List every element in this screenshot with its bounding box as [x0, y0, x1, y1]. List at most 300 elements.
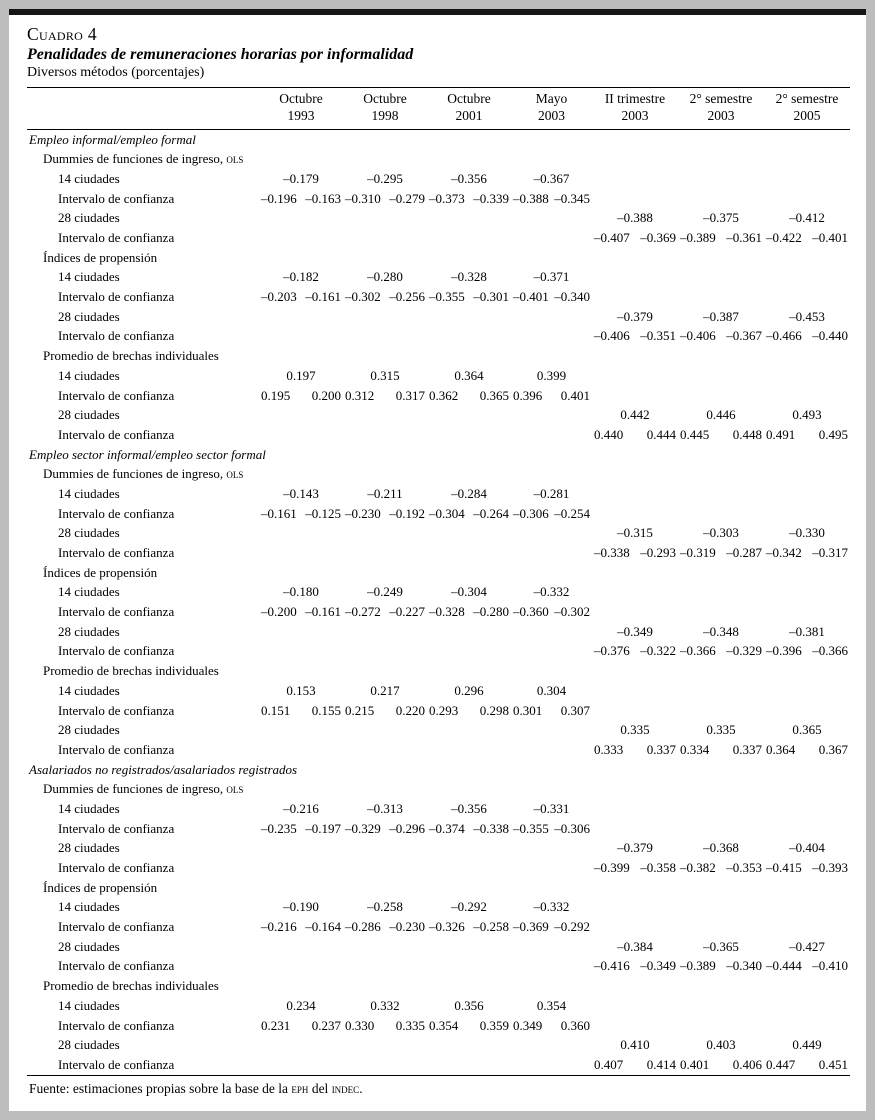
- interval-value: 0.362: [429, 387, 459, 403]
- interval-pair: [764, 958, 850, 974]
- interval-cell: [259, 287, 343, 307]
- results-table: [27, 87, 850, 1076]
- interval-cell: [427, 917, 511, 937]
- interval-value: –0.355: [513, 820, 549, 836]
- value-cell: 0.356: [454, 997, 484, 1013]
- interval-value: –0.296: [389, 820, 425, 836]
- method-row: [27, 464, 850, 484]
- table-row: [27, 701, 850, 721]
- value-cell: [343, 642, 427, 662]
- interval-cell: [259, 189, 343, 209]
- section-row: [27, 129, 850, 149]
- interval-value: 0.337: [646, 741, 676, 757]
- interval-pair: [678, 230, 764, 246]
- interval-pair: [427, 388, 511, 404]
- table-row: [27, 898, 850, 918]
- value-cell: [511, 1035, 592, 1055]
- value-cell: [511, 327, 592, 347]
- value-cell: 0.365: [792, 722, 822, 738]
- value-cell: [343, 937, 427, 957]
- section-title: Empleo sector informal/empleo sector formal: [29, 446, 266, 462]
- table-body: [27, 129, 850, 1075]
- table-header: [27, 88, 850, 130]
- interval-value: 0.334: [680, 741, 710, 757]
- value-cell: 0.197: [286, 367, 316, 383]
- interval-value: 0.337: [732, 741, 762, 757]
- interval-pair: [511, 604, 592, 620]
- interval-value: –0.366: [812, 643, 848, 659]
- value-cell: [511, 209, 592, 229]
- corner-cell: [27, 88, 259, 130]
- value-cell: [511, 720, 592, 740]
- interval-pair: [592, 742, 678, 758]
- value-cell: [511, 740, 592, 760]
- value-cell: –0.249: [367, 584, 403, 600]
- interval-value: 0.215: [345, 702, 375, 718]
- value-cell: [592, 996, 678, 1016]
- interval-pair: [678, 860, 764, 876]
- method-row: [27, 878, 850, 898]
- column-header: Octubre 1998: [343, 88, 427, 130]
- interval-cell: [427, 1016, 511, 1036]
- interval-pair: [343, 703, 427, 719]
- method-label-smallcaps: ols: [226, 151, 244, 167]
- interval-pair: [764, 230, 850, 246]
- interval-value: –0.329: [345, 820, 381, 836]
- interval-cell: [259, 602, 343, 622]
- value-cell: [343, 228, 427, 248]
- value-cell: [592, 681, 678, 701]
- value-cell: [592, 504, 678, 524]
- table-row: [27, 366, 850, 386]
- row-label: Intervalo de confianza: [58, 426, 175, 442]
- interval-value: –0.393: [812, 860, 848, 876]
- interval-value: 0.155: [311, 702, 341, 718]
- value-cell: –0.303: [703, 525, 739, 541]
- value-cell: –0.348: [703, 623, 739, 639]
- table-number: Cuadro 4: [27, 24, 97, 44]
- interval-value: –0.192: [389, 505, 425, 521]
- source-note: [27, 1076, 850, 1097]
- table-row: [27, 189, 850, 209]
- value-cell: –0.387: [703, 308, 739, 324]
- interval-value: –0.367: [726, 328, 762, 344]
- interval-value: –0.382: [680, 860, 716, 876]
- value-cell: –0.379: [617, 308, 653, 324]
- value-cell: –0.356: [451, 800, 487, 816]
- interval-cell: [343, 1016, 427, 1036]
- table-row: [27, 720, 850, 740]
- interval-value: –0.293: [640, 545, 676, 561]
- method-label: Índices de propensión: [43, 564, 158, 580]
- interval-value: 0.317: [395, 387, 425, 403]
- interval-value: –0.444: [766, 958, 802, 974]
- row-label: 28 ciudades: [58, 525, 120, 541]
- interval-pair: [343, 604, 427, 620]
- interval-value: –0.360: [513, 604, 549, 620]
- interval-value: –0.401: [812, 230, 848, 246]
- interval-value: –0.366: [680, 643, 716, 659]
- interval-cell: [259, 504, 343, 524]
- table-row: [27, 169, 850, 189]
- interval-value: 0.447: [766, 1056, 796, 1072]
- value-cell: [764, 819, 850, 839]
- interval-value: –0.338: [473, 820, 509, 836]
- interval-value: 0.335: [395, 1017, 425, 1033]
- interval-value: –0.287: [726, 545, 762, 561]
- interval-value: 0.330: [345, 1017, 375, 1033]
- interval-value: –0.286: [345, 919, 381, 935]
- value-cell: [427, 1035, 511, 1055]
- interval-pair: [427, 289, 511, 305]
- interval-value: –0.216: [261, 919, 297, 935]
- value-cell: [764, 701, 850, 721]
- interval-cell: [678, 543, 764, 563]
- value-cell: –0.368: [703, 840, 739, 856]
- interval-cell: [259, 701, 343, 721]
- value-cell: [511, 425, 592, 445]
- interval-pair: [592, 860, 678, 876]
- value-cell: –0.367: [533, 170, 570, 186]
- row-label: Intervalo de confianza: [58, 919, 175, 935]
- table-row: [27, 307, 850, 327]
- interval-pair: [764, 860, 850, 876]
- value-cell: –0.258: [367, 899, 403, 915]
- interval-value: 0.307: [560, 702, 590, 718]
- value-cell: –0.349: [617, 623, 653, 639]
- interval-value: –0.376: [594, 643, 630, 659]
- interval-cell: [592, 425, 678, 445]
- value-cell: [678, 268, 764, 288]
- table-row: [27, 1016, 850, 1036]
- value-cell: [764, 583, 850, 603]
- interval-value: –0.358: [640, 860, 676, 876]
- value-cell: [511, 405, 592, 425]
- value-cell: [764, 681, 850, 701]
- method-label: Promedio de brechas individuales: [43, 348, 219, 364]
- row-label: Intervalo de confianza: [58, 958, 175, 974]
- value-cell: –0.331: [533, 800, 570, 816]
- row-label: Intervalo de confianza: [58, 643, 175, 659]
- interval-value: 0.200: [311, 387, 341, 403]
- interval-value: –0.396: [766, 643, 802, 659]
- source-text: Fuente: estimaciones propias sobre la base de la: [29, 1080, 292, 1096]
- column-header: Octubre 1993: [259, 88, 343, 130]
- value-cell: –0.404: [789, 840, 825, 856]
- interval-value: 0.298: [479, 702, 509, 718]
- interval-value: 0.359: [479, 1017, 509, 1033]
- interval-pair: [592, 328, 678, 344]
- value-cell: [678, 681, 764, 701]
- value-cell: [678, 996, 764, 1016]
- interval-cell: [259, 819, 343, 839]
- table-row: [27, 287, 850, 307]
- interval-value: 0.445: [680, 426, 710, 442]
- table-row: [27, 799, 850, 819]
- interval-pair: [343, 191, 427, 207]
- method-label: Dummies de funciones de ingreso, ols: [43, 781, 244, 797]
- column-header: Octubre 2001: [427, 88, 511, 130]
- interval-pair: [259, 506, 343, 522]
- interval-value: –0.280: [473, 604, 509, 620]
- interval-cell: [511, 1016, 592, 1036]
- interval-cell: [427, 701, 511, 721]
- value-cell: [592, 484, 678, 504]
- row-label: Intervalo de confianza: [58, 604, 175, 620]
- interval-value: 0.495: [818, 426, 848, 442]
- method-label: Promedio de brechas individuales: [43, 663, 219, 679]
- method-row: [27, 779, 850, 799]
- table-row: [27, 858, 850, 878]
- interval-value: –0.254: [554, 505, 590, 521]
- interval-cell: [511, 701, 592, 721]
- value-cell: 0.335: [620, 722, 650, 738]
- interval-value: –0.196: [261, 190, 297, 206]
- interval-cell: [427, 386, 511, 406]
- value-cell: 0.442: [620, 407, 650, 423]
- interval-value: –0.342: [766, 545, 802, 561]
- value-cell: [427, 405, 511, 425]
- interval-pair: [592, 643, 678, 659]
- value-cell: –0.381: [789, 623, 825, 639]
- value-cell: [427, 957, 511, 977]
- interval-value: –0.235: [261, 820, 297, 836]
- interval-cell: [592, 543, 678, 563]
- table-row: [27, 937, 850, 957]
- table-row: [27, 996, 850, 1016]
- interval-value: –0.399: [594, 860, 630, 876]
- table-row: [27, 524, 850, 544]
- interval-pair: [259, 919, 343, 935]
- interval-pair: [678, 742, 764, 758]
- interval-value: –0.440: [812, 328, 848, 344]
- interval-cell: [678, 740, 764, 760]
- row-label: Intervalo de confianza: [58, 387, 175, 403]
- row-label: 28 ciudades: [58, 407, 120, 423]
- value-cell: 0.315: [370, 367, 400, 383]
- value-cell: –0.356: [451, 170, 487, 186]
- value-cell: –0.315: [617, 525, 653, 541]
- value-cell: [678, 169, 764, 189]
- interval-value: –0.161: [305, 289, 341, 305]
- table-row: [27, 642, 850, 662]
- interval-cell: [592, 858, 678, 878]
- value-cell: [427, 720, 511, 740]
- interval-cell: [427, 287, 511, 307]
- value-cell: –0.365: [703, 938, 739, 954]
- value-cell: [259, 405, 343, 425]
- interval-cell: [259, 917, 343, 937]
- interval-value: 0.349: [513, 1017, 543, 1033]
- value-cell: 0.493: [792, 407, 822, 423]
- source-text: .: [359, 1080, 363, 1096]
- value-cell: [592, 169, 678, 189]
- interval-pair: [511, 703, 592, 719]
- interval-cell: [343, 287, 427, 307]
- interval-pair: [764, 742, 850, 758]
- interval-pair: [764, 328, 850, 344]
- interval-value: –0.272: [345, 604, 381, 620]
- value-cell: [764, 799, 850, 819]
- table-row: [27, 484, 850, 504]
- method-row: [27, 248, 850, 268]
- interval-pair: [764, 643, 850, 659]
- section-title: Empleo informal/empleo formal: [29, 131, 196, 147]
- interval-cell: [343, 602, 427, 622]
- value-cell: [592, 1016, 678, 1036]
- row-label: Intervalo de confianza: [58, 1017, 175, 1033]
- value-cell: [427, 937, 511, 957]
- value-cell: [678, 386, 764, 406]
- value-cell: [343, 425, 427, 445]
- interval-pair: [343, 919, 427, 935]
- interval-value: –0.415: [766, 860, 802, 876]
- interval-value: –0.161: [261, 505, 297, 521]
- interval-pair: [259, 703, 343, 719]
- value-cell: 0.364: [454, 367, 484, 383]
- value-cell: –0.216: [283, 800, 319, 816]
- row-label: Intervalo de confianza: [58, 741, 175, 757]
- interval-cell: [764, 858, 850, 878]
- interval-value: 0.448: [732, 426, 762, 442]
- interval-value: 0.365: [479, 387, 509, 403]
- value-cell: [427, 307, 511, 327]
- value-cell: –0.330: [789, 525, 825, 541]
- interval-value: 0.414: [646, 1056, 676, 1072]
- interval-pair: [259, 289, 343, 305]
- value-cell: –0.190: [283, 899, 319, 915]
- value-cell: [678, 898, 764, 918]
- source-acronym-eph: eph: [291, 1080, 309, 1096]
- value-cell: [592, 366, 678, 386]
- interval-pair: [678, 545, 764, 561]
- interval-pair: [427, 191, 511, 207]
- interval-value: –0.345: [554, 190, 590, 206]
- interval-value: –0.317: [812, 545, 848, 561]
- value-cell: [343, 543, 427, 563]
- row-label: 14 ciudades: [58, 367, 120, 383]
- value-cell: [259, 543, 343, 563]
- value-cell: –0.313: [367, 800, 403, 816]
- value-cell: [259, 858, 343, 878]
- row-label: 14 ciudades: [58, 997, 120, 1013]
- interval-value: 0.237: [311, 1017, 341, 1033]
- source-text: del: [308, 1080, 332, 1096]
- value-cell: [259, 937, 343, 957]
- interval-pair: [259, 604, 343, 620]
- value-cell: [427, 642, 511, 662]
- value-cell: –0.375: [703, 210, 739, 226]
- value-cell: –0.384: [617, 938, 653, 954]
- section-row: [27, 760, 850, 780]
- row-label: 14 ciudades: [58, 800, 120, 816]
- value-cell: [764, 484, 850, 504]
- interval-value: 0.407: [594, 1056, 624, 1072]
- interval-pair: [343, 388, 427, 404]
- value-cell: –0.332: [533, 584, 570, 600]
- value-cell: –0.292: [451, 899, 487, 915]
- value-cell: [511, 543, 592, 563]
- value-cell: [343, 209, 427, 229]
- row-label: Intervalo de confianza: [58, 328, 175, 344]
- interval-cell: [592, 327, 678, 347]
- interval-value: –0.279: [389, 190, 425, 206]
- interval-cell: [511, 386, 592, 406]
- value-cell: [259, 524, 343, 544]
- row-label: Intervalo de confianza: [58, 545, 175, 561]
- table-row: [27, 209, 850, 229]
- value-cell: –0.281: [533, 485, 570, 501]
- method-label-smallcaps: ols: [226, 781, 244, 797]
- interval-value: –0.164: [305, 919, 341, 935]
- row-label: 28 ciudades: [58, 840, 120, 856]
- interval-cell: [511, 189, 592, 209]
- row-label: 14 ciudades: [58, 485, 120, 501]
- interval-cell: [678, 858, 764, 878]
- interval-value: –0.407: [594, 230, 630, 246]
- interval-value: –0.329: [726, 643, 762, 659]
- method-row: [27, 661, 850, 681]
- value-cell: [511, 307, 592, 327]
- interval-pair: [427, 506, 511, 522]
- value-cell: [764, 366, 850, 386]
- interval-value: –0.416: [594, 958, 630, 974]
- interval-value: –0.422: [766, 230, 802, 246]
- interval-cell: [511, 917, 592, 937]
- interval-cell: [764, 957, 850, 977]
- interval-pair: [511, 1018, 592, 1034]
- value-cell: [343, 405, 427, 425]
- value-cell: [592, 898, 678, 918]
- interval-value: –0.328: [429, 604, 465, 620]
- interval-cell: [764, 642, 850, 662]
- value-cell: [259, 327, 343, 347]
- column-header: 2° semestre 2003: [678, 88, 764, 130]
- value-cell: [259, 957, 343, 977]
- table-row: [27, 583, 850, 603]
- method-label: Índices de propensión: [43, 249, 158, 265]
- value-cell: [764, 602, 850, 622]
- value-cell: [764, 504, 850, 524]
- value-cell: [427, 1055, 511, 1075]
- value-cell: –0.280: [367, 269, 403, 285]
- interval-value: –0.227: [389, 604, 425, 620]
- method-label: Índices de propensión: [43, 879, 158, 895]
- value-cell: [764, 1016, 850, 1036]
- value-cell: [343, 327, 427, 347]
- page-content: [9, 15, 866, 1097]
- interval-value: –0.319: [680, 545, 716, 561]
- interval-cell: [427, 189, 511, 209]
- value-cell: [592, 287, 678, 307]
- interval-pair: [259, 388, 343, 404]
- value-cell: –0.180: [283, 584, 319, 600]
- value-cell: –0.332: [533, 899, 570, 915]
- interval-value: 0.367: [818, 741, 848, 757]
- value-cell: [259, 1055, 343, 1075]
- value-cell: [764, 287, 850, 307]
- value-cell: [511, 858, 592, 878]
- interval-value: –0.230: [345, 505, 381, 521]
- table-row: [27, 504, 850, 524]
- table-row: [27, 681, 850, 701]
- interval-value: 0.195: [261, 387, 291, 403]
- interval-value: –0.355: [429, 289, 465, 305]
- table-row: [27, 819, 850, 839]
- value-cell: [764, 996, 850, 1016]
- interval-value: –0.351: [640, 328, 676, 344]
- value-cell: [343, 622, 427, 642]
